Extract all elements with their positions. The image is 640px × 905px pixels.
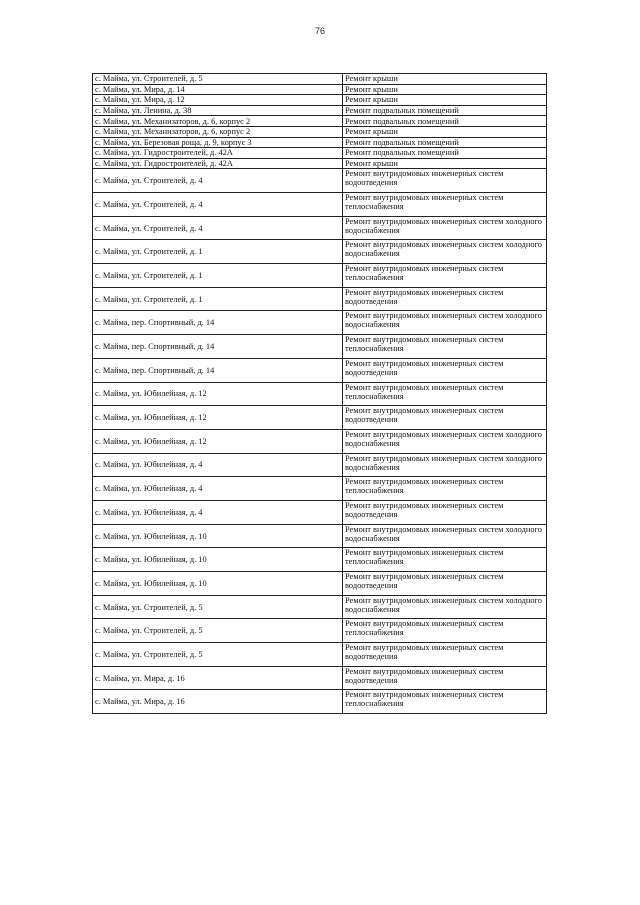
table-row — [93, 84, 547, 95]
address-cell: с. Майма, пер. Спортивный, д. 14 — [93, 358, 343, 382]
work-type-cell: Ремонт внутридомовых инженерных систем водоотведения — [343, 358, 547, 382]
work-type-cell: Ремонт внутридомовых инженерных систем водоотведения — [343, 169, 547, 193]
address-cell: с. Майма, ул. Юбилейная, д. 10 — [93, 524, 343, 548]
work-type-cell: Ремонт внутридомовых инженерных систем теплоснабжения — [343, 264, 547, 288]
table-row — [93, 429, 547, 453]
table-row — [93, 548, 547, 572]
table-row — [93, 126, 547, 137]
table-row — [93, 169, 547, 193]
work-type-cell: Ремонт крыши — [343, 84, 547, 95]
address-cell: с. Майма, ул. Гидростроителей, д. 42А — [93, 148, 343, 159]
work-type-cell: Ремонт внутридомовых инженерных систем водоотведения — [343, 643, 547, 667]
table-row — [93, 193, 547, 217]
work-type-cell: Ремонт подвальных помещений — [343, 116, 547, 127]
work-type-cell: Ремонт внутридомовых инженерных систем теплоснабжения — [343, 193, 547, 217]
table-row — [93, 95, 547, 106]
address-cell: с. Майма, ул. Мира, д. 14 — [93, 84, 343, 95]
address-cell: с. Майма, ул. Строителей, д. 4 — [93, 216, 343, 240]
work-type-cell: Ремонт внутридомовых инженерных систем теплоснабжения — [343, 382, 547, 406]
table-row — [93, 287, 547, 311]
address-cell: с. Майма, ул. Механизаторов, д. 6, корпус 2 — [93, 116, 343, 127]
work-type-cell: Ремонт внутридомовых инженерных систем холодного водоснабжения — [343, 429, 547, 453]
address-cell: с. Майма, ул. Строителей, д. 5 — [93, 643, 343, 667]
address-cell: с. Майма, ул. Юбилейная, д. 10 — [93, 548, 343, 572]
work-type-cell: Ремонт крыши — [343, 126, 547, 137]
work-type-cell: Ремонт внутридомовых инженерных систем водоотведения — [343, 666, 547, 690]
table-row — [93, 382, 547, 406]
work-type-cell: Ремонт внутридомовых инженерных систем холодного водоснабжения — [343, 595, 547, 619]
table-row — [93, 74, 547, 85]
work-type-cell: Ремонт внутридомовых инженерных систем теплоснабжения — [343, 335, 547, 359]
address-cell: с. Майма, ул. Юбилейная, д. 10 — [93, 572, 343, 596]
work-type-cell: Ремонт внутридомовых инженерных систем холодного водоснабжения — [343, 216, 547, 240]
work-type-cell: Ремонт подвальных помещений — [343, 148, 547, 159]
work-type-cell: Ремонт внутридомовых инженерных систем теплоснабжения — [343, 548, 547, 572]
work-type-cell: Ремонт внутридомовых инженерных систем водоотведения — [343, 287, 547, 311]
table-row — [93, 335, 547, 359]
address-cell: с. Майма, ул. Мира, д. 16 — [93, 690, 343, 714]
repair-works-table — [92, 73, 547, 714]
table-row — [93, 148, 547, 159]
table-row — [93, 572, 547, 596]
table-row — [93, 137, 547, 148]
address-cell: с. Майма, ул. Строителей, д. 5 — [93, 74, 343, 85]
address-cell: с. Майма, ул. Березовая роща, д. 9, корпус 3 — [93, 137, 343, 148]
table-row — [93, 216, 547, 240]
table-row — [93, 105, 547, 116]
address-cell: с. Майма, ул. Юбилейная, д. 12 — [93, 406, 343, 430]
table-row — [93, 524, 547, 548]
address-cell: с. Майма, ул. Строителей, д. 5 — [93, 619, 343, 643]
address-cell: с. Майма, ул. Юбилейная, д. 12 — [93, 429, 343, 453]
address-cell: с. Майма, пер. Спортивный, д. 14 — [93, 335, 343, 359]
work-type-cell: Ремонт внутридомовых инженерных систем теплоснабжения — [343, 619, 547, 643]
work-type-cell: Ремонт крыши — [343, 74, 547, 85]
page-number: 76 — [314, 26, 325, 36]
work-type-cell: Ремонт подвальных помещений — [343, 105, 547, 116]
work-type-cell: Ремонт внутридомовых инженерных систем водоотведения — [343, 572, 547, 596]
address-cell: с. Майма, ул. Строителей, д. 5 — [93, 595, 343, 619]
table-row — [93, 453, 547, 477]
table-row — [93, 311, 547, 335]
work-type-cell: Ремонт крыши — [343, 95, 547, 106]
address-cell: с. Майма, ул. Юбилейная, д. 4 — [93, 500, 343, 524]
table-row — [93, 690, 547, 714]
table-row — [93, 477, 547, 501]
table-row — [93, 500, 547, 524]
table-row — [93, 116, 547, 127]
work-type-cell: Ремонт внутридомовых инженерных систем холодного водоснабжения — [343, 453, 547, 477]
table-row — [93, 158, 547, 169]
address-cell: с. Майма, ул. Юбилейная, д. 4 — [93, 453, 343, 477]
table-row — [93, 666, 547, 690]
table-row — [93, 240, 547, 264]
address-cell: с. Майма, пер. Спортивный, д. 14 — [93, 311, 343, 335]
address-cell: с. Майма, ул. Ленина, д. 38 — [93, 105, 343, 116]
address-cell: с. Майма, ул. Гидростроителей, д. 42А — [93, 158, 343, 169]
address-cell: с. Майма, ул. Мира, д. 16 — [93, 666, 343, 690]
work-type-cell: Ремонт внутридомовых инженерных систем холодного водоснабжения — [343, 524, 547, 548]
table-row — [93, 264, 547, 288]
address-cell: с. Майма, ул. Мира, д. 12 — [93, 95, 343, 106]
work-type-cell: Ремонт внутридомовых инженерных систем холодного водоснабжения — [343, 311, 547, 335]
address-cell: с. Майма, ул. Юбилейная, д. 4 — [93, 477, 343, 501]
table-body — [93, 74, 547, 714]
work-type-cell: Ремонт подвальных помещений — [343, 137, 547, 148]
work-type-cell: Ремонт внутридомовых инженерных систем теплоснабжения — [343, 690, 547, 714]
table-row — [93, 406, 547, 430]
address-cell: с. Майма, ул. Механизаторов, д. 6, корпус 2 — [93, 126, 343, 137]
table-row — [93, 358, 547, 382]
address-cell: с. Майма, ул. Строителей, д. 1 — [93, 287, 343, 311]
address-cell: с. Майма, ул. Строителей, д. 1 — [93, 264, 343, 288]
table-row — [93, 619, 547, 643]
work-type-cell: Ремонт внутридомовых инженерных систем водоотведения — [343, 500, 547, 524]
address-cell: с. Майма, ул. Юбилейная, д. 12 — [93, 382, 343, 406]
address-cell: с. Майма, ул. Строителей, д. 1 — [93, 240, 343, 264]
work-type-cell: Ремонт внутридомовых инженерных систем теплоснабжения — [343, 477, 547, 501]
work-type-cell: Ремонт внутридомовых инженерных систем холодного водоснабжения — [343, 240, 547, 264]
work-type-cell: Ремонт внутридомовых инженерных систем водоотведения — [343, 406, 547, 430]
table-row — [93, 595, 547, 619]
address-cell: с. Майма, ул. Строителей, д. 4 — [93, 193, 343, 217]
work-type-cell: Ремонт крыши — [343, 158, 547, 169]
address-cell: с. Майма, ул. Строителей, д. 4 — [93, 169, 343, 193]
table-row — [93, 643, 547, 667]
